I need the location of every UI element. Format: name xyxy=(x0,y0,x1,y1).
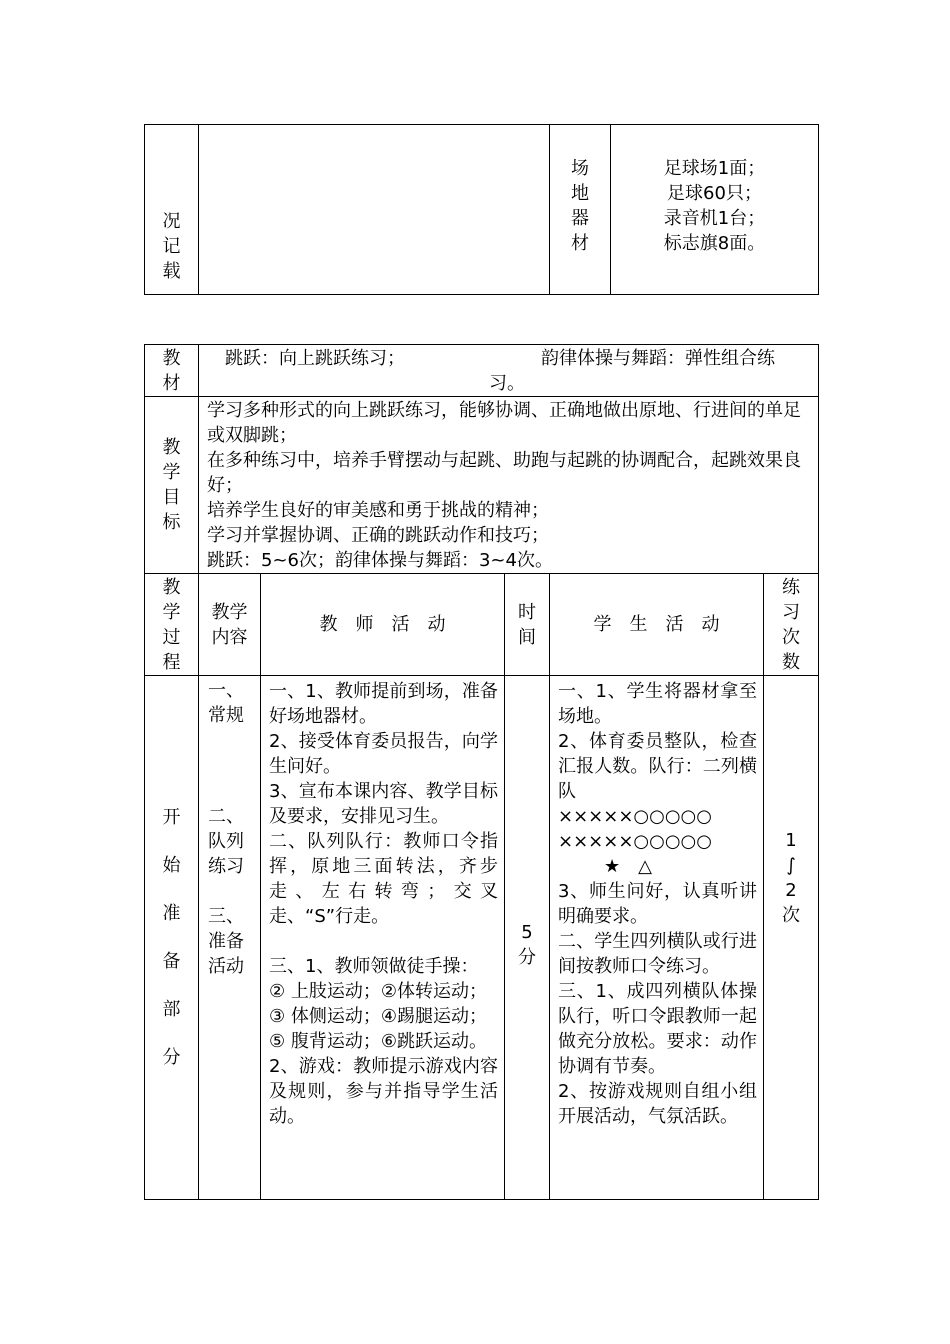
formation-marker-row: ★ △ xyxy=(604,856,652,877)
time-header-char: 时 xyxy=(518,601,536,623)
section-label-char: 部 xyxy=(162,998,181,1020)
section-label-char: 准 xyxy=(162,902,181,924)
equipment-item: 标志旗8面。 xyxy=(663,232,766,254)
time-unit: 分 xyxy=(518,946,536,968)
teacher-activity-header: 教 师 活 动 xyxy=(261,574,505,676)
section-label-char: 分 xyxy=(162,1046,181,1068)
count-cell xyxy=(764,676,819,1200)
record-content xyxy=(199,125,550,295)
material-text-rhythm: 韵律体操与舞蹈：弹性组合练 xyxy=(541,348,775,369)
time-header xyxy=(505,574,550,676)
goal-content xyxy=(199,397,819,574)
content-formation: 二、 队列 练习 xyxy=(208,806,244,877)
content-warmup: 三、 准备 活动 xyxy=(208,906,244,977)
venue-label-char: 地 xyxy=(571,182,589,204)
process-header-char: 程 xyxy=(162,651,181,673)
student-activity-header: 学 生 活 动 xyxy=(550,574,764,676)
teacher-activity: 一、1、教师提前到场，准备好场地器材。 2、接受体育委员报告，向学生问好。 3、宣布本课内容、教学目标及要求，安排见习生。 二、队列队行：教师口令指挥，原地三面转法，齐步走、左右转弯；交叉走、“S”行走。 三、1、教师领做徒手操： ② 上肢运动；②体转运动； ③ 体侧运动；④踢腿运动； ⑤ 腹背运动；⑥跳跃运动。 2、游戏：教师提示游戏内容及规则，参与并指导学生活动。 xyxy=(261,676,505,1200)
venue-equipment-table xyxy=(144,124,819,295)
content-header-line: 内容 xyxy=(211,626,248,648)
process-header xyxy=(145,574,199,676)
section-label-char: 始 xyxy=(162,854,181,876)
process-header-char: 学 xyxy=(162,601,181,623)
venue-label-char: 器 xyxy=(571,207,589,229)
count-header-char: 次 xyxy=(782,626,801,648)
student-activity-part1: 一、1、学生将器材拿至场地。 2、体育委员整队，检查汇报人数。队行：二列横队 xyxy=(558,681,757,802)
content-routine: 一、 常规 xyxy=(208,680,244,726)
time-header-char: 间 xyxy=(518,626,536,648)
section-label xyxy=(145,676,199,1200)
time-cell xyxy=(505,676,550,1200)
process-header-char: 过 xyxy=(162,626,181,648)
content-cell xyxy=(199,676,261,1200)
venue-label-char: 材 xyxy=(571,232,589,254)
section-label-char: 开 xyxy=(162,806,181,828)
equipment-item: 足球场1面； xyxy=(663,157,766,179)
goal-label-char: 标 xyxy=(162,512,181,533)
goal-label xyxy=(145,397,199,574)
count-min: 1 xyxy=(785,829,797,851)
venue-label xyxy=(550,125,611,295)
formation-row: ×××××○○○○○ xyxy=(558,806,712,827)
equipment-list xyxy=(611,125,819,295)
material-text-continuation: 习。 xyxy=(489,373,525,394)
venue-label-char: 场 xyxy=(571,157,589,179)
process-header-char: 教 xyxy=(162,576,181,598)
content-header-line: 教学 xyxy=(211,601,248,623)
goal-item: 学习并掌握协调、正确的跳跃动作和技巧； xyxy=(207,525,549,546)
goal-label-char: 学 xyxy=(162,462,181,483)
record-label-char: 况 xyxy=(162,211,181,232)
count-header-char: 练 xyxy=(782,576,801,598)
equipment-item: 录音机1台； xyxy=(663,207,766,229)
count-unit: 次 xyxy=(782,904,801,926)
time-value: 5 xyxy=(521,921,533,943)
goal-item: 在多种练习中，培养手臂摆动与起跳、助跑与起跳的协调配合，起跳效果良好； xyxy=(207,450,801,496)
formation-row: ×××××○○○○○ xyxy=(558,831,712,852)
count-max: 2 xyxy=(785,879,797,901)
goal-label-char: 目 xyxy=(162,487,181,508)
lesson-plan-table xyxy=(144,344,819,1200)
content-header xyxy=(199,574,261,676)
student-activity xyxy=(550,676,764,1200)
equipment-item: 足球60只； xyxy=(667,182,762,204)
goal-item: 跳跃：5~6次；韵律体操与舞蹈：3~4次。 xyxy=(207,550,553,571)
record-label-char: 记 xyxy=(162,236,181,257)
count-separator: ∫ xyxy=(786,854,796,876)
material-text-jump: 跳跃：向上跳跃练习； xyxy=(225,348,405,369)
material-label xyxy=(145,345,199,397)
material-content xyxy=(199,345,819,397)
goal-item: 学习多种形式的向上跳跃练习，能够协调、正确地做出原地、行进间的单足或双脚跳； xyxy=(207,400,801,446)
material-label-char: 材 xyxy=(162,372,181,394)
record-label xyxy=(145,125,199,295)
goal-item: 培养学生良好的审美感和勇于挑战的精神； xyxy=(207,500,549,521)
student-activity-part2: 3、师生问好，认真听讲明确要求。 二、学生四列横队或行进间按教师口令练习。 三、1、成四列横队体操队行，听口令跟教师一起做充分放松。要求：动作协调有节奏。 2、按游戏规则自组小组开展活动，气氛活跃。 xyxy=(558,881,757,1127)
material-label-char: 教 xyxy=(162,347,181,369)
count-header-char: 数 xyxy=(782,651,801,673)
count-header xyxy=(764,574,819,676)
count-header-char: 习 xyxy=(782,601,801,623)
record-label-char: 载 xyxy=(162,261,181,282)
goal-label-char: 教 xyxy=(162,437,181,458)
section-label-char: 备 xyxy=(162,950,181,972)
